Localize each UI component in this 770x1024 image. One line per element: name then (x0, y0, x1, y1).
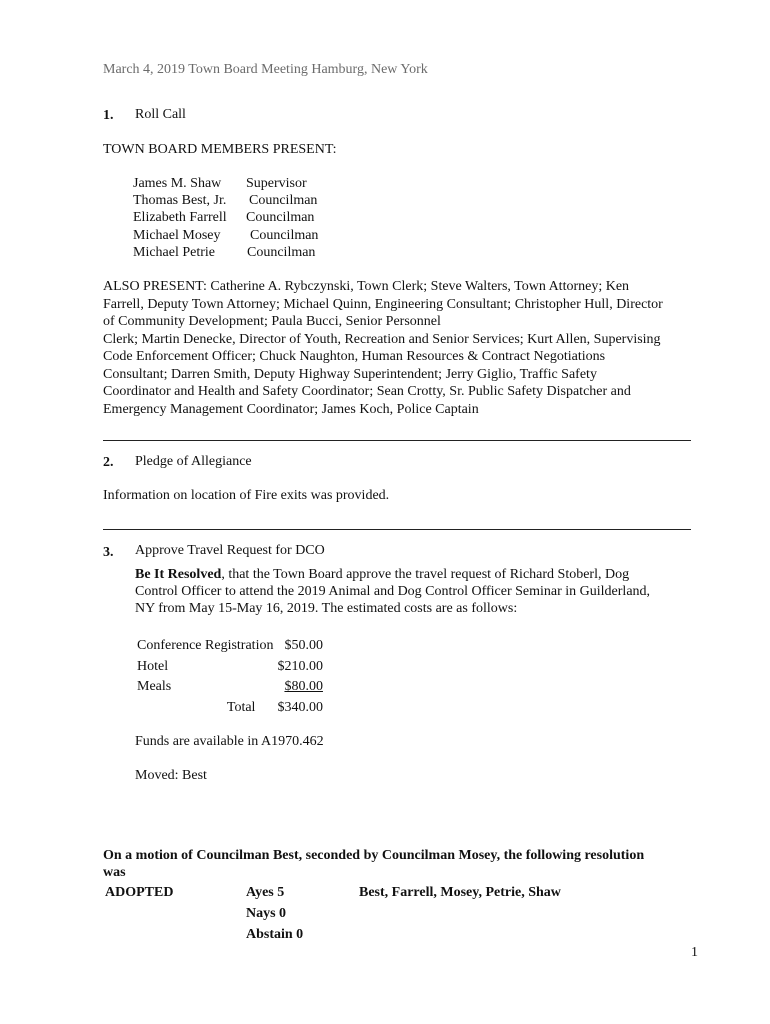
cost-amount: $210.00 (277, 658, 323, 674)
also-present-line: Coordinator and Health and Safety Coordinator; Sean Crotty, Sr. Public Safety Dispatcher and (103, 384, 631, 399)
cost-amount: $50.00 (284, 638, 323, 653)
also-present-line: of Community Development; Paula Bucci, Senior Personnel (103, 314, 441, 329)
cost-label: Hotel (137, 658, 169, 674)
also-present-paragraph (103, 278, 698, 418)
resolution-line: , that the Town Board approve the travel request of Richard Stoberl, Dog (221, 567, 630, 582)
table-row (137, 698, 323, 719)
resolution-text (135, 566, 695, 618)
members-present-heading: TOWN BOARD MEMBERS PRESENT: (103, 142, 337, 157)
member-role: Councilman (247, 244, 316, 260)
moved-by: Moved: Best (135, 768, 207, 783)
section-divider (103, 440, 691, 441)
abstain-count: Abstain 0 (246, 927, 304, 942)
resolution-line: NY from May 15-May 16, 2019. The estimated costs are as follows: (135, 601, 518, 617)
member-name: Michael Mosey (133, 227, 221, 243)
also-present-line: Clerk; Martin Denecke, Director of Youth, Recreation and Senior Services; Kurt Allen, Supervising (103, 331, 661, 347)
member-role: Councilman (249, 193, 318, 209)
total-amount: $340.00 (277, 699, 323, 715)
section-divider (103, 529, 691, 530)
also-present-line: Consultant; Darren Smith, Deputy Highway Superintendent; Jerry Giglio, Traffic Safety (103, 366, 597, 382)
page-header: March 4, 2019 Town Board Meeting Hamburg, New York (103, 62, 428, 77)
section-1-number: 1. (103, 108, 114, 123)
cost-label: Conference Registration (137, 638, 274, 653)
resolution-line: Control Officer to attend the 2019 Animal and Dog Control Officer Seminar in Guilderland, (135, 584, 651, 600)
also-present-line: Code Enforcement Officer; Chuck Naughton, Human Resources & Contract Negotiations (103, 349, 606, 364)
cost-table (137, 636, 323, 718)
member-name: James M. Shaw (133, 176, 222, 191)
member-role: Councilman (246, 210, 315, 226)
adopted-label: ADOPTED (105, 885, 174, 900)
member-row (133, 209, 318, 226)
table-row (137, 677, 323, 698)
section-3-number: 3. (103, 545, 114, 560)
member-name: Thomas Best, Jr. (133, 193, 227, 209)
also-present-line: ALSO PRESENT: Catherine A. Rybczynski, Town Clerk; Steve Walters, Town Attorney; Ken (103, 279, 630, 294)
table-row (137, 636, 323, 657)
section-3-title: Approve Travel Request for DCO (135, 543, 325, 558)
funds-available: Funds are available in A1970.462 (135, 734, 324, 749)
member-name: Michael Petrie (133, 244, 216, 260)
total-label: Total (226, 699, 256, 715)
cost-label: Meals (137, 679, 172, 694)
member-row (133, 192, 318, 209)
section-2-title: Pledge of Allegiance (135, 454, 252, 469)
section-1-title: Roll Call (135, 107, 186, 122)
also-present-line: Farrell, Deputy Town Attorney; Michael Quinn, Engineering Consultant; Christopher Hull, Director (103, 296, 663, 312)
ayes-names: Best, Farrell, Mosey, Petrie, Shaw (359, 885, 561, 900)
member-row (133, 244, 318, 261)
members-list (133, 175, 318, 261)
ayes-count: Ayes 5 (246, 885, 285, 900)
member-role: Councilman (250, 227, 319, 243)
member-role: Supervisor (246, 176, 307, 191)
member-name: Elizabeth Farrell (133, 210, 227, 226)
motion-line: was (103, 865, 126, 880)
resolved-keyword: Be It Resolved (135, 567, 222, 582)
section-2-number: 2. (103, 455, 114, 470)
member-row (133, 227, 318, 244)
nays-count: Nays 0 (246, 906, 287, 921)
fire-exit-info: Information on location of Fire exits was provided. (103, 488, 390, 503)
table-row (137, 657, 323, 678)
page-number: 1 (691, 945, 698, 960)
motion-line: On a motion of Councilman Best, seconded by Councilman Mosey, the following resolution (103, 848, 645, 863)
cost-amount: $80.00 (284, 679, 323, 694)
motion-text (103, 847, 703, 881)
member-row (133, 175, 318, 192)
also-present-line: Emergency Management Coordinator; James Koch, Police Captain (103, 401, 479, 417)
